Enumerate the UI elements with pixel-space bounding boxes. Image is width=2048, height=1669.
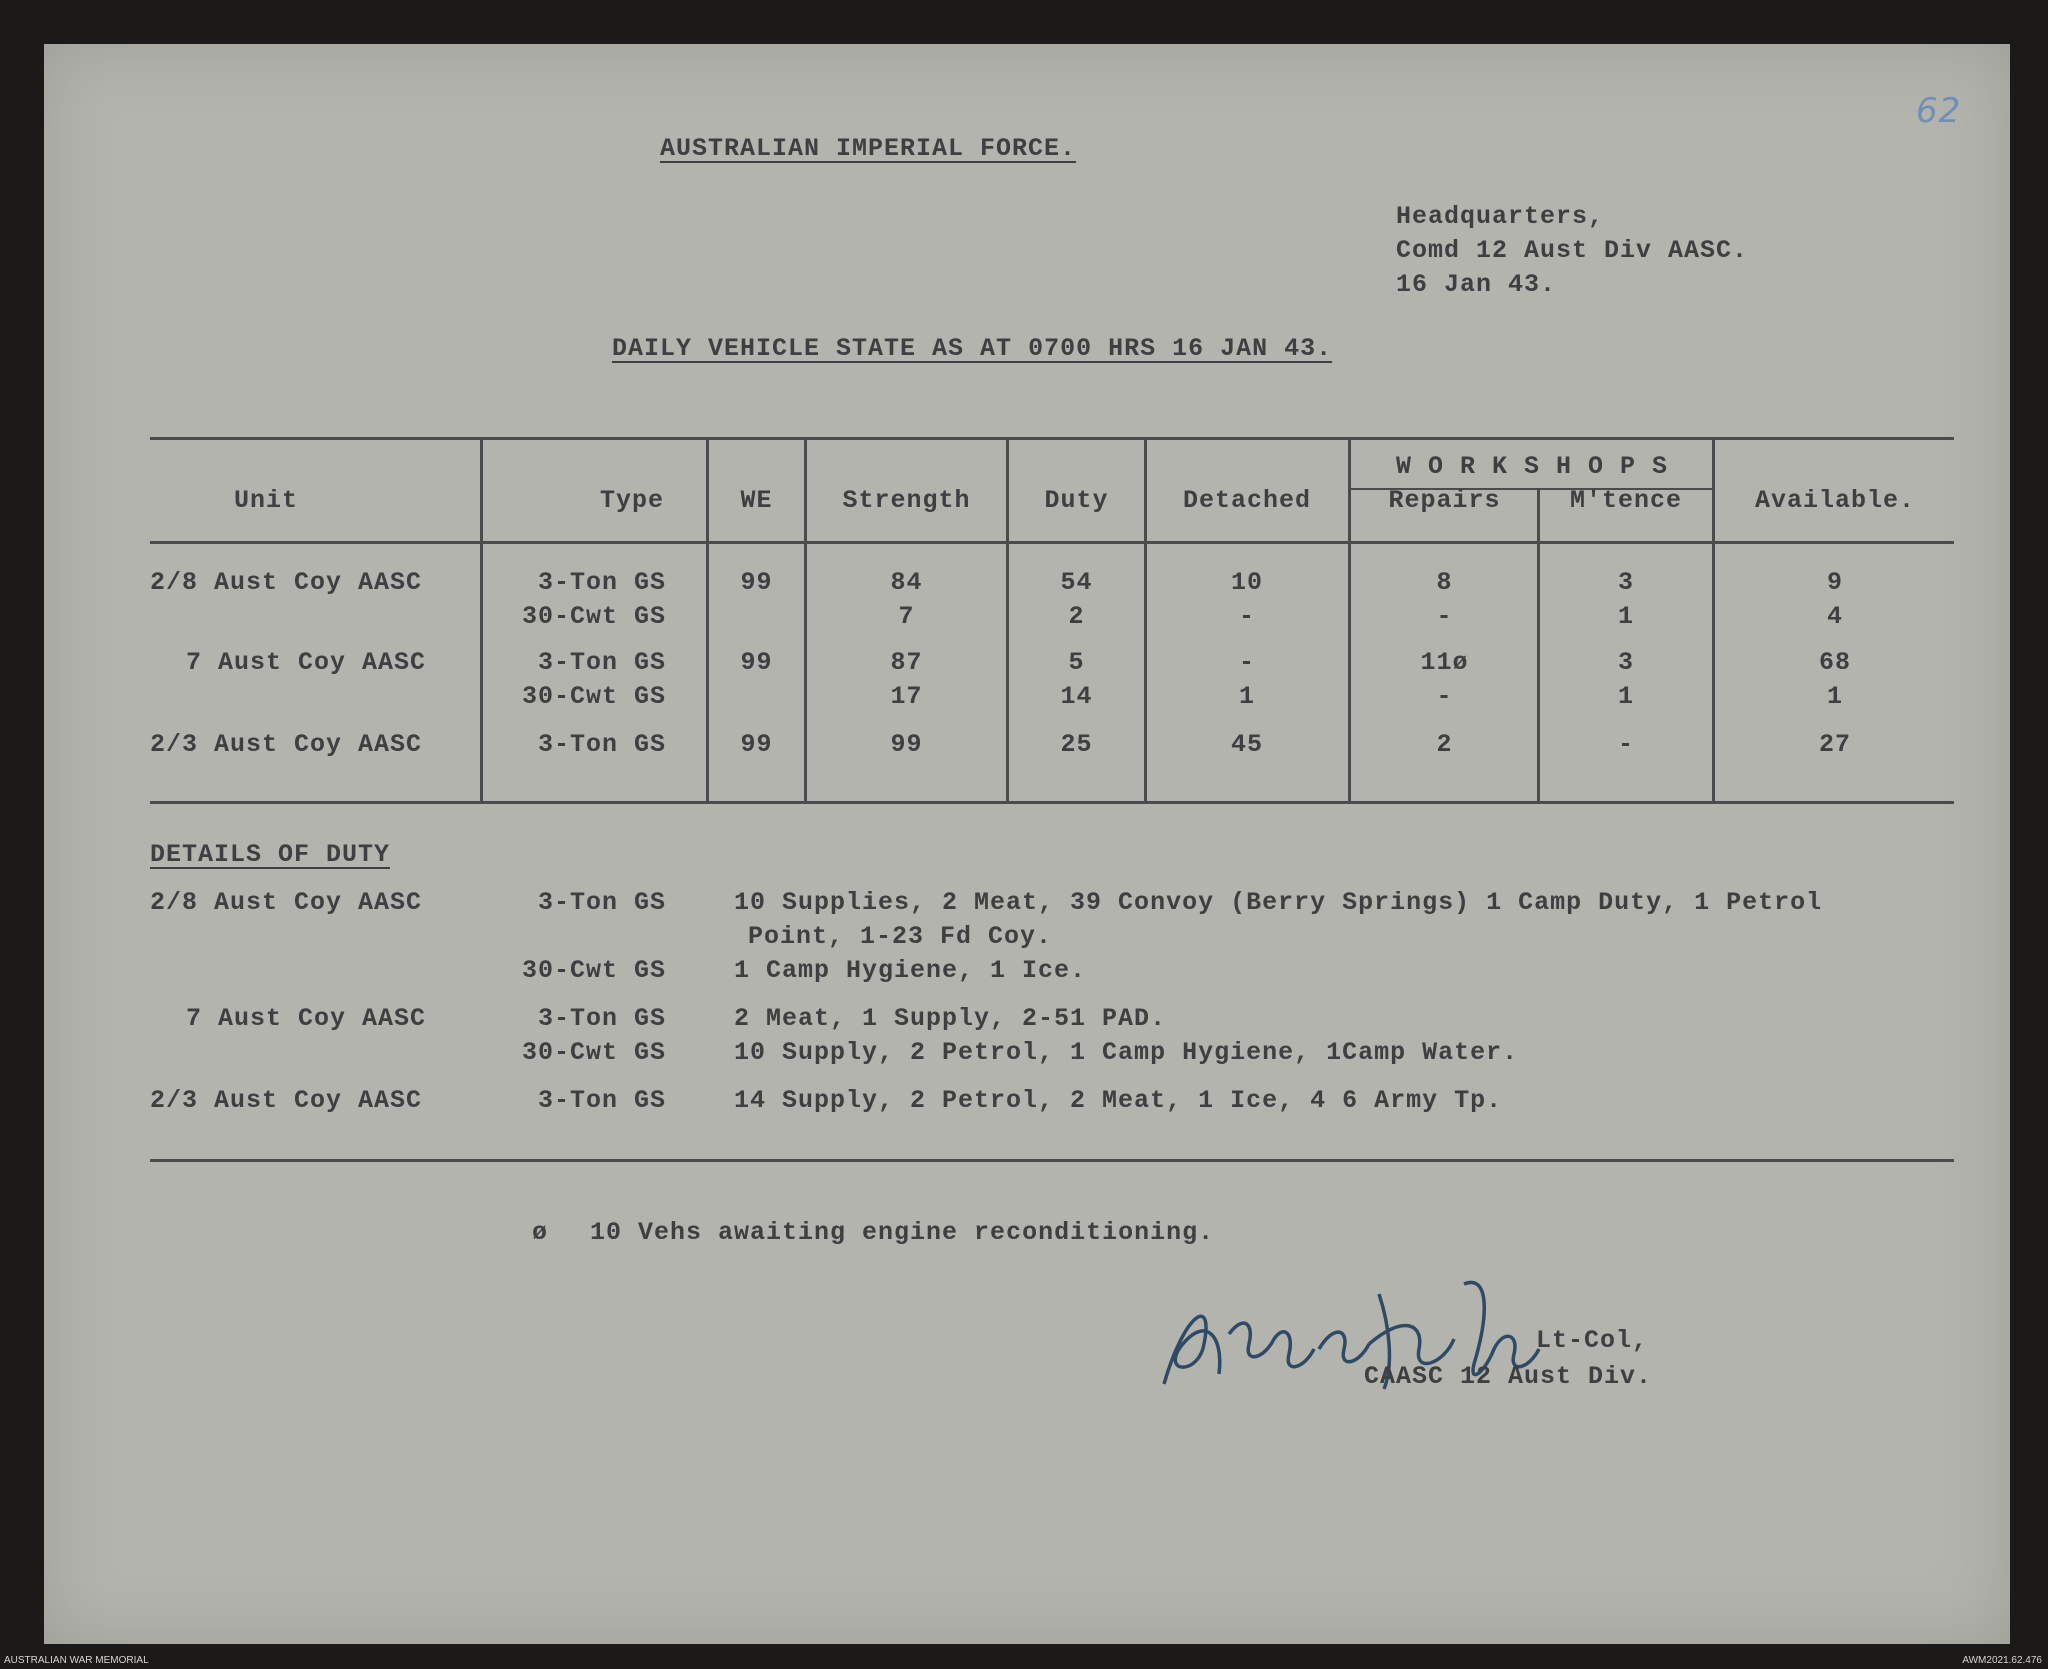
cell-type: 3-Ton GS — [537, 730, 666, 759]
cell-available: 4 — [1826, 602, 1843, 631]
cell-duty: 14 — [1060, 682, 1093, 711]
details-heading: DETAILS OF DUTY — [150, 840, 391, 869]
cell-detached: - — [1238, 648, 1255, 677]
cell-duty: 2 — [1068, 602, 1085, 631]
cell-type: 3-Ton GS — [537, 648, 666, 677]
footnote-mark: ø — [532, 1218, 549, 1247]
cell-unit: 2/8 Aust Coy AASC — [150, 568, 423, 597]
details-type: 30-Cwt GS — [521, 956, 666, 985]
details-text: 10 Supply, 2 Petrol, 1 Camp Hygiene, 1Camp Water. — [734, 1038, 1519, 1067]
header-workshops: W O R K S H O P S — [1395, 452, 1669, 481]
header-repairs: Repairs — [1388, 486, 1501, 515]
cell-detached: 45 — [1230, 730, 1263, 759]
details-unit: 2/8 Aust Coy AASC — [150, 888, 423, 917]
cell-repairs: - — [1436, 602, 1453, 631]
cell-mtence: - — [1617, 730, 1634, 759]
cell-type: 30-Cwt GS — [521, 682, 666, 711]
col-divider — [480, 439, 483, 802]
details-type: 30-Cwt GS — [521, 1038, 666, 1067]
archive-footer-right: AWM2021.62.476 — [1962, 1655, 2042, 1666]
table-top-rule — [150, 437, 1954, 440]
hq-line-1: Headquarters, — [1396, 202, 1605, 231]
document-title: AUSTRALIAN IMPERIAL FORCE. — [660, 134, 1077, 163]
cell-we: 99 — [740, 568, 773, 597]
cell-available: 1 — [1826, 682, 1843, 711]
table-header-rule — [150, 541, 1954, 544]
cell-mtence: 3 — [1617, 648, 1634, 677]
cell-unit: 7 Aust Coy AASC — [186, 648, 427, 677]
details-text: 10 Supplies, 2 Meat, 39 Convoy (Berry Springs) 1 Camp Duty, 1 Petrol — [734, 888, 1823, 917]
cell-mtence: 3 — [1617, 568, 1634, 597]
archive-footer-left: AUSTRALIAN WAR MEMORIAL — [4, 1655, 149, 1666]
cell-strength: 99 — [890, 730, 923, 759]
cell-mtence: 1 — [1617, 602, 1634, 631]
cell-we: 99 — [740, 648, 773, 677]
document-sheet — [44, 44, 2010, 1644]
cell-mtence: 1 — [1617, 682, 1634, 711]
cell-duty: 5 — [1068, 648, 1085, 677]
col-divider — [804, 439, 807, 802]
details-type: 3-Ton GS — [537, 1004, 666, 1033]
cell-repairs: 11ø — [1420, 648, 1469, 677]
details-text: 2 Meat, 1 Supply, 2-51 PAD. — [734, 1004, 1167, 1033]
details-bottom-rule — [150, 1159, 1954, 1162]
cell-repairs: - — [1436, 682, 1453, 711]
cell-available: 9 — [1826, 568, 1843, 597]
cell-detached: 10 — [1230, 568, 1263, 597]
cell-repairs: 8 — [1436, 568, 1453, 597]
details-text: 14 Supply, 2 Petrol, 2 Meat, 1 Ice, 4 6 Army Tp. — [734, 1086, 1503, 1115]
header-duty: Duty — [1044, 486, 1109, 515]
signature-title: CAASC 12 Aust Div. — [1364, 1362, 1653, 1391]
header-mtence: M'tence — [1569, 486, 1683, 515]
report-subtitle: DAILY VEHICLE STATE AS AT 0700 HRS 16 JAN 43. — [612, 334, 1333, 363]
cell-strength: 84 — [890, 568, 923, 597]
cell-strength: 87 — [890, 648, 923, 677]
header-unit: Unit — [234, 486, 299, 515]
cell-unit: 2/3 Aust Coy AASC — [150, 730, 423, 759]
cell-strength: 17 — [890, 682, 923, 711]
cell-detached: - — [1238, 602, 1255, 631]
details-unit: 7 Aust Coy AASC — [186, 1004, 427, 1033]
cell-we: 99 — [740, 730, 773, 759]
cell-strength: 7 — [898, 602, 915, 631]
cell-detached: 1 — [1238, 682, 1255, 711]
hq-line-3: 16 Jan 43. — [1396, 270, 1557, 299]
footnote-text: 10 Vehs awaiting engine reconditioning. — [590, 1218, 1215, 1247]
header-detached: Detached — [1182, 486, 1312, 515]
header-type: Type — [599, 486, 664, 515]
cell-type: 30-Cwt GS — [521, 602, 666, 631]
table-bottom-rule — [150, 801, 1954, 804]
cell-repairs: 2 — [1436, 730, 1453, 759]
hq-line-2: Comd 12 Aust Div AASC. — [1396, 236, 1749, 265]
cell-duty: 25 — [1060, 730, 1093, 759]
header-strength: Strength — [842, 486, 971, 515]
details-type: 3-Ton GS — [537, 888, 666, 917]
header-available: Available. — [1754, 486, 1916, 515]
cell-type: 3-Ton GS — [537, 568, 666, 597]
details-text-continued: Point, 1-23 Fd Coy. — [748, 922, 1053, 951]
cell-available: 27 — [1818, 730, 1851, 759]
page-number: 62 — [1916, 91, 1962, 131]
details-text: 1 Camp Hygiene, 1 Ice. — [734, 956, 1087, 985]
cell-duty: 54 — [1060, 568, 1093, 597]
header-we: WE — [740, 486, 773, 515]
cell-available: 68 — [1818, 648, 1851, 677]
details-type: 3-Ton GS — [537, 1086, 666, 1115]
details-unit: 2/3 Aust Coy AASC — [150, 1086, 423, 1115]
signature-rank: Lt-Col, — [1536, 1326, 1649, 1355]
